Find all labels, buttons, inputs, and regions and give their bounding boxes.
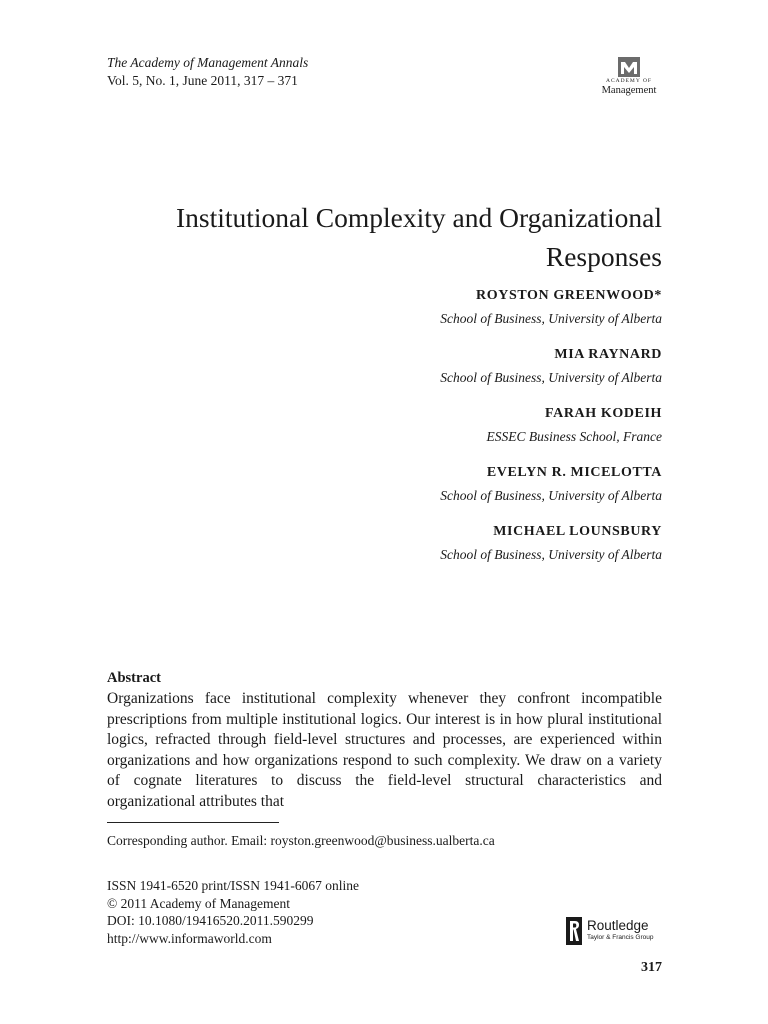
abstract-heading: Abstract	[107, 670, 161, 686]
academy-logo-icon	[618, 57, 640, 77]
routledge-subtitle: Taylor & Francis Group	[587, 934, 654, 941]
title-line-2: Responses	[545, 241, 662, 272]
footnote-divider	[107, 822, 279, 823]
page-number: 317	[641, 960, 662, 975]
routledge-logo	[566, 917, 666, 947]
author-list	[300, 286, 662, 581]
issn-line: ISSN 1941-6520 print/ISSN 1941-6067 online	[107, 878, 360, 893]
corresponding-author-note: Corresponding author. Email: royston.greenwood@business.ualberta.ca	[107, 833, 495, 848]
author-name: MIA RAYNARD	[554, 347, 662, 362]
academy-logo	[596, 57, 662, 96]
author-block	[300, 286, 662, 329]
author-affiliation: School of Business, University of Alberta	[440, 311, 662, 326]
author-name: ROYSTON GREENWOOD*	[476, 288, 662, 303]
journal-volume: Vol. 5, No. 1, June 2011, 317 – 371	[107, 73, 298, 88]
author-block	[300, 404, 662, 447]
journal-header	[107, 54, 308, 90]
author-affiliation: School of Business, University of Alberta	[440, 488, 662, 503]
journal-name: The Academy of Management Annals	[107, 55, 309, 70]
author-block	[300, 463, 662, 506]
doi-line: DOI: 10.1080/19416520.2011.590299	[107, 913, 314, 928]
abstract-text: Organizations face institutional complexity whenever they confront incompatible prescriptions from multiple institutional logics. Our interest is in how plural institutional logics, refracted through field-level structures and processes, are experienced within organizations and how organizations respond to such complexity. We draw on a variety of cognate literatures to discuss the field-level structural characteristics and organizational attributes that	[107, 690, 662, 810]
publisher-url[interactable]: http://www.informaworld.com	[107, 930, 272, 946]
author-affiliation: School of Business, University of Alberta	[440, 547, 662, 562]
author-block	[300, 522, 662, 565]
author-affiliation: School of Business, University of Alberta	[440, 370, 662, 385]
author-block	[300, 345, 662, 388]
routledge-name: Routledge	[587, 918, 649, 933]
title-line-1: Institutional Complexity and Organizational	[175, 202, 662, 233]
copyright-line: © 2011 Academy of Management	[107, 895, 290, 911]
article-title	[107, 198, 662, 276]
routledge-logo-icon	[566, 917, 582, 945]
publication-meta	[107, 877, 359, 947]
author-name: EVELYN R. MICELOTTA	[486, 465, 662, 480]
author-name: FARAH KODEIH	[545, 406, 662, 421]
author-affiliation: ESSEC Business School, France	[486, 429, 662, 444]
academy-logo-line1: ACADEMY OF	[605, 78, 652, 84]
academy-logo-line2: Management	[601, 85, 657, 96]
abstract-section	[107, 668, 662, 812]
author-name: MICHAEL LOUNSBURY	[493, 524, 662, 539]
